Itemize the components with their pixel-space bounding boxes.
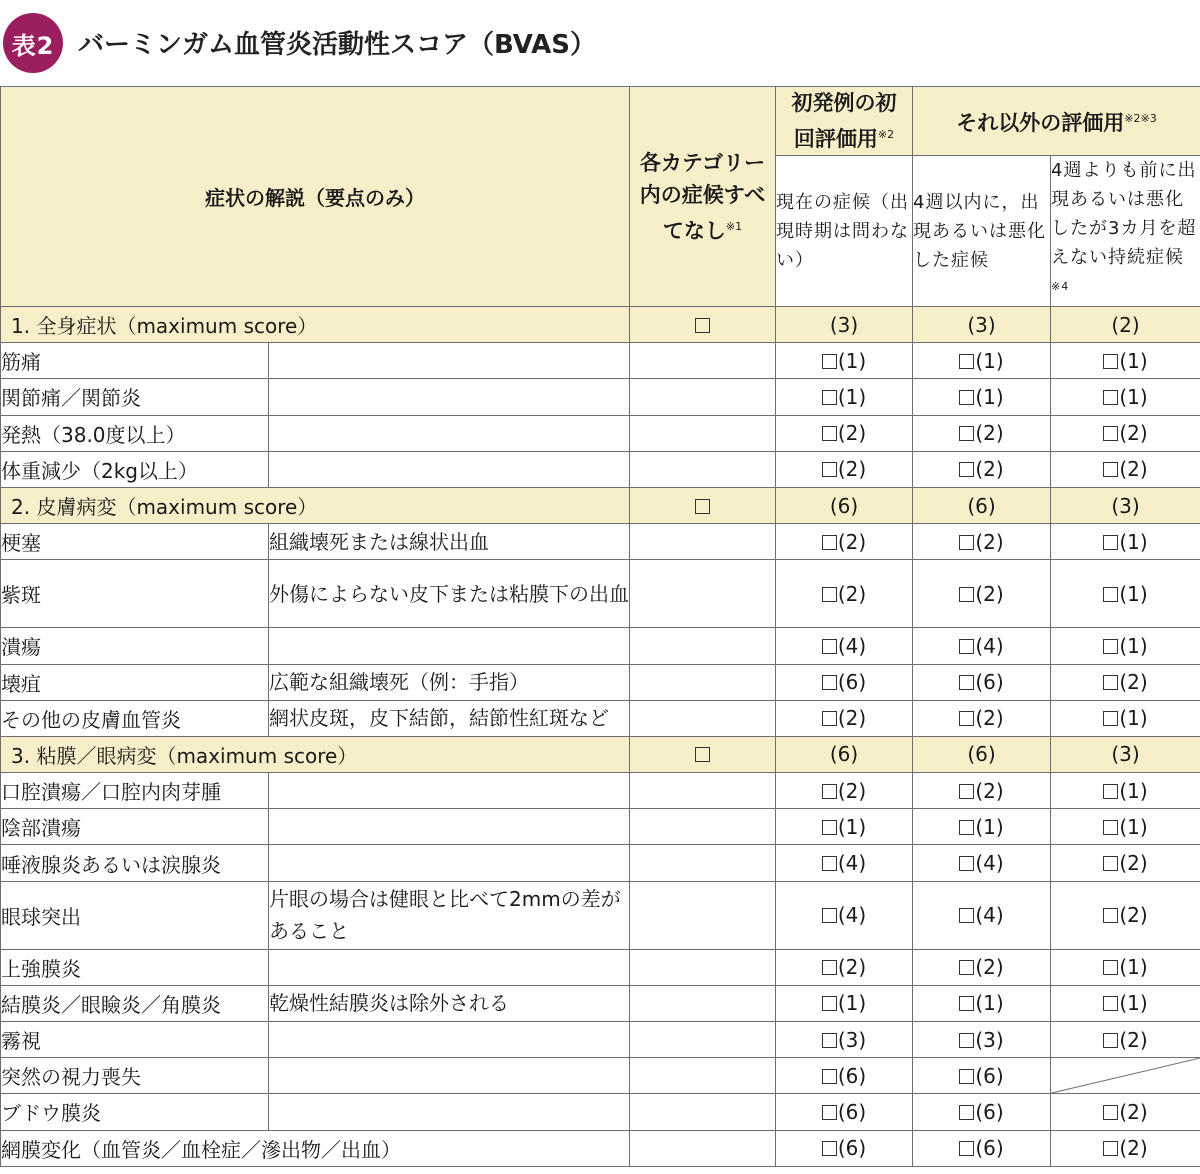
header-other-eval: それ以外の評価用$^{※2※3}$: [913, 87, 1200, 156]
score-value: (1): [1119, 814, 1148, 839]
symptom-description: 片眼の場合は健眼と比べて2mmの差があること: [269, 881, 630, 949]
category-max-score: (3): [776, 307, 913, 343]
score-value: (1): [1119, 778, 1148, 803]
score-value: (1): [1119, 384, 1148, 409]
checkbox-icon[interactable]: [959, 426, 974, 441]
checkbox-icon[interactable]: [959, 354, 974, 369]
score-value: (1): [975, 348, 1004, 373]
score-cell[interactable]: [913, 1058, 1051, 1094]
score-value: (6): [837, 1063, 867, 1088]
category-row: [1, 487, 1200, 523]
checkbox-icon[interactable]: [1103, 675, 1118, 690]
score-cell[interactable]: [776, 379, 913, 415]
header-within-4-weeks: 4週以内に，出現あるいは悪化した症候: [913, 156, 1051, 307]
checkbox-icon[interactable]: [959, 820, 974, 835]
checkbox-icon[interactable]: [822, 587, 837, 602]
score-cell[interactable]: [776, 560, 913, 628]
score-cell[interactable]: [776, 524, 913, 560]
score-value: (1): [1119, 991, 1148, 1016]
checkbox-icon[interactable]: [1103, 354, 1118, 369]
score-cell[interactable]: [1051, 1022, 1200, 1058]
table-row: [1, 773, 1200, 809]
checkbox-icon[interactable]: [959, 1105, 974, 1120]
score-value: (1): [1119, 529, 1148, 554]
table-row: [1, 664, 1200, 700]
score-value: (6): [837, 1136, 867, 1161]
checkbox-icon[interactable]: [1103, 1141, 1118, 1156]
score-value: (2): [1119, 670, 1148, 695]
header-none: 各カテゴリー内の症候すべてなし$^{※1}$: [630, 87, 776, 307]
table-row: [1, 985, 1200, 1021]
score-cell[interactable]: [776, 415, 913, 451]
symptom-name: ブドウ膜炎: [1, 1094, 269, 1130]
symptom-name: その他の皮膚血管炎: [1, 700, 269, 736]
table-row: [1, 524, 1200, 560]
checkbox-icon[interactable]: [1103, 711, 1118, 726]
table-row: [1, 1130, 1200, 1166]
score-cell[interactable]: [776, 664, 913, 700]
checkbox-icon[interactable]: [1103, 908, 1118, 923]
score-cell[interactable]: [1051, 949, 1200, 985]
score-value: (2): [837, 529, 867, 554]
table-row: [1, 1094, 1200, 1130]
checkbox-icon[interactable]: [1103, 1033, 1118, 1048]
score-value: (2): [975, 955, 1004, 980]
score-cell[interactable]: [776, 1094, 913, 1130]
score-value: (4): [837, 851, 867, 876]
checkbox-icon[interactable]: [695, 318, 710, 333]
checkbox-icon[interactable]: [959, 856, 974, 871]
checkbox-icon[interactable]: [959, 1033, 974, 1048]
checkbox-icon[interactable]: [959, 1069, 974, 1084]
score-value: (4): [975, 903, 1004, 928]
symptom-name: 発熱（38.0度以上）: [1, 415, 269, 451]
score-value: (4): [837, 633, 867, 658]
table-row: [1, 949, 1200, 985]
category-name: 3. 粘膜／眼病変（maximum score）: [1, 736, 630, 772]
table-row: [1, 809, 1200, 845]
none-cell: [630, 1130, 776, 1166]
checkbox-icon[interactable]: [822, 960, 837, 975]
checkbox-icon[interactable]: [959, 996, 974, 1011]
score-cell[interactable]: [776, 809, 913, 845]
category-max-score: (3): [1051, 736, 1200, 772]
checkbox-icon[interactable]: [695, 747, 710, 762]
score-cell[interactable]: [913, 985, 1051, 1021]
checkbox-icon[interactable]: [822, 426, 837, 441]
table-row: [1, 881, 1200, 949]
checkbox-icon[interactable]: [959, 784, 974, 799]
score-value: (6): [975, 1099, 1004, 1124]
none-cell: [630, 628, 776, 664]
symptom-description: [269, 809, 630, 845]
symptom-name: 結膜炎／眼瞼炎／角膜炎: [1, 985, 269, 1021]
none-cell: [630, 1094, 776, 1130]
score-cell[interactable]: [1051, 845, 1200, 881]
none-cell: [630, 524, 776, 560]
score-cell[interactable]: [776, 1058, 913, 1094]
score-value: (1): [1119, 706, 1148, 731]
score-cell[interactable]: [1051, 415, 1200, 451]
checkbox-icon[interactable]: [959, 1141, 974, 1156]
score-cell[interactable]: [1051, 809, 1200, 845]
checkbox-icon[interactable]: [1103, 390, 1118, 405]
checkbox-icon[interactable]: [959, 462, 974, 477]
score-value: (2): [1119, 903, 1148, 928]
category-none-checkbox[interactable]: [630, 307, 776, 343]
checkbox-icon[interactable]: [822, 908, 837, 923]
score-value: (2): [975, 581, 1004, 606]
score-cell[interactable]: [1051, 524, 1200, 560]
symptom-description: 網状皮斑，皮下結節，結節性紅斑など: [269, 700, 630, 736]
score-cell[interactable]: [913, 1094, 1051, 1130]
checkbox-icon[interactable]: [822, 1105, 837, 1120]
score-value: (2): [1119, 457, 1148, 482]
score-value: (1): [975, 991, 1004, 1016]
score-cell[interactable]: [1051, 700, 1200, 736]
category-row: [1, 736, 1200, 772]
symptom-description: [269, 379, 630, 415]
checkbox-icon[interactable]: [959, 535, 974, 550]
checkbox-icon[interactable]: [1103, 784, 1118, 799]
score-cell[interactable]: [776, 1022, 913, 1058]
score-value: (2): [1119, 1027, 1148, 1052]
symptom-description: [269, 1094, 630, 1130]
not-applicable-cell: [1051, 1058, 1200, 1094]
score-cell[interactable]: [776, 985, 913, 1021]
header-current: 現在の症候（出現時期は問わない）: [776, 156, 913, 307]
checkbox-icon[interactable]: [822, 535, 837, 550]
none-cell: [630, 451, 776, 487]
none-cell: [630, 1022, 776, 1058]
score-cell[interactable]: [1051, 881, 1200, 949]
score-cell[interactable]: [913, 1022, 1051, 1058]
symptom-name: 陰部潰瘍: [1, 809, 269, 845]
score-cell[interactable]: [776, 773, 913, 809]
score-value: (2): [837, 421, 867, 446]
score-cell[interactable]: [913, 451, 1051, 487]
symptom-name: 網膜変化（血管炎／血栓症／滲出物／出血）: [1, 1130, 630, 1166]
score-value: (1): [975, 814, 1004, 839]
table-row: [1, 1058, 1200, 1094]
score-cell[interactable]: [913, 809, 1051, 845]
checkbox-icon[interactable]: [822, 639, 837, 654]
table-row: [1, 700, 1200, 736]
category-none-checkbox[interactable]: [630, 736, 776, 772]
none-cell: [630, 845, 776, 881]
symptom-name: 関節痛／関節炎: [1, 379, 269, 415]
table-row: [1, 560, 1200, 628]
score-value: (1): [975, 384, 1004, 409]
table-row: [1, 415, 1200, 451]
bvas-rows: [1, 307, 1200, 1167]
score-cell[interactable]: [913, 949, 1051, 985]
score-value: (2): [1119, 851, 1148, 876]
score-value: (2): [975, 529, 1004, 554]
score-cell[interactable]: [1051, 451, 1200, 487]
score-cell[interactable]: [913, 379, 1051, 415]
score-cell[interactable]: [776, 845, 913, 881]
score-cell[interactable]: [776, 881, 913, 949]
symptom-description: 組織壊死または線状出血: [269, 524, 630, 560]
symptom-name: 突然の視力喪失: [1, 1058, 269, 1094]
category-none-checkbox[interactable]: [630, 487, 776, 523]
symptom-description: [269, 628, 630, 664]
score-cell[interactable]: [913, 845, 1051, 881]
symptom-description: [269, 1022, 630, 1058]
none-cell: [630, 985, 776, 1021]
score-cell[interactable]: [1051, 773, 1200, 809]
score-value: (2): [975, 778, 1004, 803]
symptom-name: 体重減少（2kg以上）: [1, 451, 269, 487]
none-cell: [630, 700, 776, 736]
score-value: (2): [975, 421, 1004, 446]
score-cell[interactable]: [913, 628, 1051, 664]
table-row: [1, 628, 1200, 664]
score-cell[interactable]: [913, 881, 1051, 949]
score-cell[interactable]: [776, 700, 913, 736]
none-cell: [630, 343, 776, 379]
table-row: [1, 1022, 1200, 1058]
score-cell[interactable]: [1051, 343, 1200, 379]
checkbox-icon[interactable]: [1103, 639, 1118, 654]
checkbox-icon[interactable]: [959, 675, 974, 690]
symptom-name: 梗塞: [1, 524, 269, 560]
score-value: (3): [975, 1027, 1004, 1052]
checkbox-icon[interactable]: [822, 856, 837, 871]
score-cell[interactable]: [1051, 985, 1200, 1021]
score-cell[interactable]: [913, 773, 1051, 809]
score-cell[interactable]: [1051, 379, 1200, 415]
category-name: 1. 全身症状（maximum score）: [1, 307, 630, 343]
score-cell[interactable]: [776, 949, 913, 985]
score-value: (6): [975, 670, 1004, 695]
symptom-name: 唾液腺炎あるいは涙腺炎: [1, 845, 269, 881]
symptom-description: [269, 845, 630, 881]
none-cell: [630, 881, 776, 949]
symptom-description: [269, 1058, 630, 1094]
score-value: (1): [1119, 348, 1148, 373]
score-cell[interactable]: [1051, 664, 1200, 700]
checkbox-icon[interactable]: [1103, 856, 1118, 871]
none-cell: [630, 415, 776, 451]
none-cell: [630, 664, 776, 700]
score-value: (4): [975, 851, 1004, 876]
diagonal-line: [1051, 1058, 1200, 1093]
score-value: (1): [837, 348, 867, 373]
checkbox-icon[interactable]: [959, 960, 974, 975]
symptom-name: 壊疽: [1, 664, 269, 700]
table-row: [1, 451, 1200, 487]
symptom-description: [269, 949, 630, 985]
symptom-name: 眼球突出: [1, 881, 269, 949]
checkbox-icon[interactable]: [822, 1069, 837, 1084]
category-row: [1, 307, 1200, 343]
checkbox-icon[interactable]: [822, 784, 837, 799]
score-cell[interactable]: [776, 451, 913, 487]
score-value: (1): [1119, 955, 1148, 980]
symptom-name: 紫斑: [1, 560, 269, 628]
symptom-description: [269, 773, 630, 809]
score-value: (2): [1119, 1136, 1148, 1161]
symptom-description: [269, 451, 630, 487]
score-value: (1): [837, 814, 867, 839]
score-value: (1): [1119, 633, 1148, 658]
symptom-name: 上強膜炎: [1, 949, 269, 985]
table-row: [1, 379, 1200, 415]
checkbox-icon[interactable]: [1103, 996, 1118, 1011]
score-value: (2): [837, 457, 867, 482]
score-value: (1): [1119, 581, 1148, 606]
category-max-score: (6): [776, 487, 913, 523]
checkbox-icon[interactable]: [959, 390, 974, 405]
none-cell: [630, 560, 776, 628]
score-cell[interactable]: [1051, 1130, 1200, 1166]
symptom-name: 口腔潰瘍／口腔内肉芽腫: [1, 773, 269, 809]
checkbox-icon[interactable]: [822, 820, 837, 835]
none-cell: [630, 1058, 776, 1094]
symptom-description: 外傷によらない皮下または粘膜下の出血: [269, 560, 630, 628]
checkbox-icon[interactable]: [695, 499, 710, 514]
score-cell[interactable]: [913, 415, 1051, 451]
category-max-score: (6): [776, 736, 913, 772]
checkbox-icon[interactable]: [959, 711, 974, 726]
checkbox-icon[interactable]: [1103, 535, 1118, 550]
symptom-name: 筋痛: [1, 343, 269, 379]
checkbox-icon[interactable]: [1103, 820, 1118, 835]
score-value: (1): [837, 384, 867, 409]
score-value: (2): [837, 955, 867, 980]
score-cell[interactable]: [913, 560, 1051, 628]
symptom-description: [269, 415, 630, 451]
symptom-description: [269, 343, 630, 379]
category-max-score: (2): [1051, 307, 1200, 343]
score-cell[interactable]: [776, 628, 913, 664]
symptom-description: 広範な組織壊死（例：手指）: [269, 664, 630, 700]
score-value: (6): [837, 1099, 867, 1124]
score-value: (6): [837, 670, 867, 695]
score-value: (2): [975, 457, 1004, 482]
score-cell[interactable]: [1051, 1094, 1200, 1130]
header-persistent: 4週よりも前に出現あるいは悪化したが3カ月を超えない持続症候 $^{※4}$: [1051, 156, 1200, 307]
title-bar: [0, 0, 1200, 86]
score-value: (2): [1119, 421, 1148, 446]
none-cell: [630, 809, 776, 845]
symptom-name: 霧視: [1, 1022, 269, 1058]
score-cell[interactable]: [913, 664, 1051, 700]
score-value: (2): [975, 706, 1004, 731]
score-value: (4): [837, 903, 867, 928]
category-max-score: (3): [913, 307, 1051, 343]
score-cell[interactable]: [776, 343, 913, 379]
score-value: (2): [837, 778, 867, 803]
checkbox-icon[interactable]: [959, 639, 974, 654]
score-value: (6): [975, 1063, 1004, 1088]
checkbox-icon[interactable]: [1103, 462, 1118, 477]
score-value: (2): [837, 581, 867, 606]
table-row: [1, 845, 1200, 881]
none-cell: [630, 773, 776, 809]
page-title: バーミンガム血管炎活動性スコア（BVAS）: [78, 30, 596, 60]
score-cell[interactable]: [1051, 628, 1200, 664]
checkbox-icon[interactable]: [1103, 960, 1118, 975]
checkbox-icon[interactable]: [959, 587, 974, 602]
category-max-score: (6): [913, 736, 1051, 772]
score-cell[interactable]: [913, 700, 1051, 736]
checkbox-icon[interactable]: [822, 675, 837, 690]
category-max-score: (6): [913, 487, 1051, 523]
none-cell: [630, 949, 776, 985]
checkbox-icon[interactable]: [822, 354, 837, 369]
checkbox-icon[interactable]: [822, 1141, 837, 1156]
score-cell[interactable]: [913, 1130, 1051, 1166]
checkbox-icon[interactable]: [822, 390, 837, 405]
score-cell[interactable]: [913, 343, 1051, 379]
score-value: (2): [1119, 1099, 1148, 1124]
score-cell[interactable]: [776, 1130, 913, 1166]
score-value: (1): [837, 991, 867, 1016]
score-cell[interactable]: [1051, 560, 1200, 628]
checkbox-icon[interactable]: [1103, 587, 1118, 602]
none-cell: [630, 379, 776, 415]
checkbox-icon[interactable]: [1103, 426, 1118, 441]
category-name: 2. 皮膚病変（maximum score）: [1, 487, 630, 523]
checkbox-icon[interactable]: [822, 711, 837, 726]
symptom-description: 乾燥性結膜炎は除外される: [269, 985, 630, 1021]
checkbox-icon[interactable]: [822, 996, 837, 1011]
score-value: (2): [837, 706, 867, 731]
score-cell[interactable]: [913, 524, 1051, 560]
checkbox-icon[interactable]: [1103, 1105, 1118, 1120]
score-value: (4): [975, 633, 1004, 658]
table-row: [1, 343, 1200, 379]
checkbox-icon[interactable]: [822, 462, 837, 477]
table-number-badge: 表2: [3, 13, 63, 73]
score-value: (3): [837, 1027, 867, 1052]
header-first-eval: 初発例の初回評価用$^{※2}$: [776, 87, 913, 156]
category-max-score: (3): [1051, 487, 1200, 523]
bvas-table: [0, 86, 1200, 1167]
score-value: (6): [975, 1136, 1004, 1161]
checkbox-icon[interactable]: [959, 908, 974, 923]
header-symptom: 症状の解説（要点のみ）: [1, 87, 630, 307]
symptom-name: 潰瘍: [1, 628, 269, 664]
checkbox-icon[interactable]: [822, 1033, 837, 1048]
